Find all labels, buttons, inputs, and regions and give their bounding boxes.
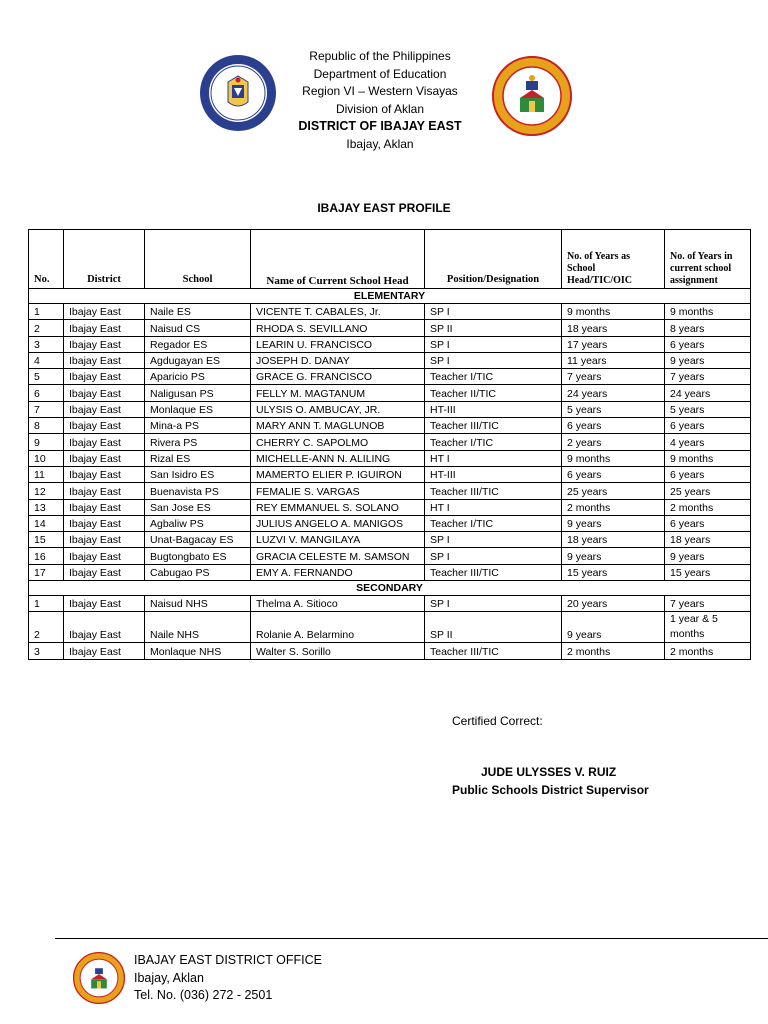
row-school-head: VICENTE T. CABALES, Jr. (251, 304, 425, 320)
row-school: Unat-Bagacay ES (145, 532, 251, 548)
row-school-head: JULIUS ANGELO A. MANIGOS (251, 515, 425, 531)
row-school-head: GRACE G. FRANCISCO (251, 369, 425, 385)
col-header-position: Position/Designation (425, 230, 562, 289)
row-position: SP I (425, 548, 562, 564)
table-body (29, 289, 751, 660)
signatory-title: Public Schools District Supervisor (452, 783, 649, 797)
row-district: Ibajay East (64, 336, 145, 352)
row-district: Ibajay East (64, 466, 145, 482)
row-years-in-assignment: 9 years (665, 352, 751, 368)
row-school-head: MARY ANN T. MAGLUNOB (251, 418, 425, 434)
row-school-head: Thelma A. Sitioco (251, 596, 425, 612)
row-no: 2 (29, 612, 64, 643)
row-years-in-assignment: 24 years (665, 385, 751, 401)
table-row (29, 515, 751, 531)
row-school-head: REY EMMANUEL S. SOLANO (251, 499, 425, 515)
table-header-row (29, 230, 751, 289)
row-position: SP I (425, 304, 562, 320)
row-position: Teacher I/TIC (425, 515, 562, 531)
district-seal-logo (491, 53, 573, 139)
signatory-name: JUDE ULYSSES V. RUIZ (481, 765, 617, 779)
row-position: HT I (425, 499, 562, 515)
row-position: Teacher I/TIC (425, 434, 562, 450)
table-row (29, 499, 751, 515)
row-years-in-assignment: 25 years (665, 483, 751, 499)
row-no: 8 (29, 418, 64, 434)
row-school-head: EMY A. FERNANDO (251, 564, 425, 580)
section-row-elementary (29, 289, 751, 304)
row-years-as-head: 2 months (562, 643, 665, 659)
table-row (29, 434, 751, 450)
row-years-in-assignment: 7 years (665, 369, 751, 385)
row-school: Agbaliw PS (145, 515, 251, 531)
footer-office-name: IBAJAY EAST DISTRICT OFFICE (134, 953, 323, 967)
row-years-as-head: 18 years (562, 532, 665, 548)
col-header-school-head: Name of Current School Head (251, 230, 425, 289)
row-years-as-head: 2 months (562, 499, 665, 515)
col-header-years-as-head: No. of Years as School Head/TIC/OIC (562, 230, 665, 289)
row-school: Rivera PS (145, 434, 251, 450)
row-position: HT-III (425, 466, 562, 482)
row-school: Monlaque ES (145, 401, 251, 417)
table-row (29, 304, 751, 320)
col-header-years-in-assignment: No. of Years in current school assignment (665, 230, 751, 289)
table-row (29, 385, 751, 401)
col-header-no: No. (29, 230, 64, 289)
table-row (29, 320, 751, 336)
footer-district-seal-logo (72, 950, 126, 1006)
header-department: Department of Education (313, 66, 447, 81)
table-row (29, 369, 751, 385)
row-no: 16 (29, 548, 64, 564)
row-position: SP I (425, 596, 562, 612)
table-row (29, 466, 751, 482)
row-position: HT I (425, 450, 562, 466)
row-school: Rizal ES (145, 450, 251, 466)
table-row (29, 450, 751, 466)
row-years-as-head: 15 years (562, 564, 665, 580)
row-no: 6 (29, 385, 64, 401)
row-years-in-assignment: 18 years (665, 532, 751, 548)
row-years-in-assignment: 15 years (665, 564, 751, 580)
row-no: 13 (29, 499, 64, 515)
row-years-as-head: 11 years (562, 352, 665, 368)
row-school: Naile NHS (145, 612, 251, 643)
row-years-as-head: 7 years (562, 369, 665, 385)
row-no: 10 (29, 450, 64, 466)
row-position: Teacher III/TIC (425, 643, 562, 659)
row-district: Ibajay East (64, 434, 145, 450)
table-row (29, 483, 751, 499)
row-years-as-head: 24 years (562, 385, 665, 401)
row-school: Naile ES (145, 304, 251, 320)
row-years-as-head: 9 months (562, 304, 665, 320)
row-years-in-assignment: 1 year & 5 months (665, 612, 751, 643)
row-no: 9 (29, 434, 64, 450)
row-school: San Isidro ES (145, 466, 251, 482)
row-district: Ibajay East (64, 401, 145, 417)
row-district: Ibajay East (64, 385, 145, 401)
table-row (29, 401, 751, 417)
row-years-in-assignment: 2 months (665, 499, 751, 515)
row-school-head: Walter S. Sorillo (251, 643, 425, 659)
row-district: Ibajay East (64, 320, 145, 336)
row-district: Ibajay East (64, 532, 145, 548)
row-position: Teacher III/TIC (425, 564, 562, 580)
row-position: SP II (425, 612, 562, 643)
row-school: Naisud NHS (145, 596, 251, 612)
row-no: 1 (29, 304, 64, 320)
row-years-in-assignment: 9 years (665, 548, 751, 564)
row-school: Monlaque NHS (145, 643, 251, 659)
footer-telephone: Tel. No. (036) 272 - 2501 (134, 988, 273, 1002)
row-district: Ibajay East (64, 548, 145, 564)
row-years-in-assignment: 6 years (665, 336, 751, 352)
row-years-as-head: 17 years (562, 336, 665, 352)
row-district: Ibajay East (64, 499, 145, 515)
row-school: Naligusan PS (145, 385, 251, 401)
header-country: Republic of the Philippines (309, 49, 451, 63)
row-district: Ibajay East (64, 450, 145, 466)
row-years-in-assignment: 7 years (665, 596, 751, 612)
row-school: Aparicio PS (145, 369, 251, 385)
row-position: SP I (425, 336, 562, 352)
table-row (29, 612, 751, 643)
header-district: DISTRICT OF IBAJAY EAST (298, 119, 462, 133)
row-school-head: JOSEPH D. DANAY (251, 352, 425, 368)
row-years-as-head: 9 years (562, 515, 665, 531)
row-years-as-head: 9 months (562, 450, 665, 466)
row-years-in-assignment: 2 months (665, 643, 751, 659)
row-years-as-head: 18 years (562, 320, 665, 336)
row-position: Teacher II/TIC (425, 385, 562, 401)
row-school: Agdugayan ES (145, 352, 251, 368)
row-school-head: GRACIA CELESTE M. SAMSON (251, 548, 425, 564)
row-school: San Jose ES (145, 499, 251, 515)
row-position: SP II (425, 320, 562, 336)
col-header-school: School (145, 230, 251, 289)
row-school: Bugtongbato ES (145, 548, 251, 564)
row-district: Ibajay East (64, 352, 145, 368)
table-row (29, 532, 751, 548)
row-district: Ibajay East (64, 643, 145, 659)
row-school: Regador ES (145, 336, 251, 352)
section-label-elementary: ELEMENTARY (29, 289, 751, 304)
row-years-as-head: 9 years (562, 612, 665, 643)
table-row (29, 352, 751, 368)
header-region: Region VI – Western Visayas (302, 84, 458, 98)
table-row (29, 418, 751, 434)
row-school: Naisud CS (145, 320, 251, 336)
footer-divider (55, 938, 768, 939)
row-district: Ibajay East (64, 418, 145, 434)
row-school-head: LEARIN U. FRANCISCO (251, 336, 425, 352)
table-row (29, 548, 751, 564)
row-no: 4 (29, 352, 64, 368)
row-school-head: RHODA S. SEVILLANO (251, 320, 425, 336)
row-no: 5 (29, 369, 64, 385)
school-profile-table (28, 229, 751, 660)
page-title: IBAJAY EAST PROFILE (317, 201, 451, 215)
row-years-in-assignment: 9 months (665, 304, 751, 320)
col-header-district: District (64, 230, 145, 289)
row-school-head: ULYSIS O. AMBUCAY, JR. (251, 401, 425, 417)
row-years-as-head: 5 years (562, 401, 665, 417)
footer-address: Ibajay, Aklan (134, 970, 204, 985)
row-school-head: Rolanie A. Belarmino (251, 612, 425, 643)
letterhead (280, 48, 480, 153)
row-no: 14 (29, 515, 64, 531)
row-position: Teacher III/TIC (425, 418, 562, 434)
row-school-head: FEMALIE S. VARGAS (251, 483, 425, 499)
row-years-in-assignment: 9 months (665, 450, 751, 466)
row-district: Ibajay East (64, 304, 145, 320)
row-years-as-head: 2 years (562, 434, 665, 450)
row-years-in-assignment: 4 years (665, 434, 751, 450)
row-position: SP I (425, 532, 562, 548)
row-school: Mina-a PS (145, 418, 251, 434)
row-school-head: CHERRY C. SAPOLMO (251, 434, 425, 450)
row-school-head: FELLY M. MAGTANUM (251, 385, 425, 401)
row-school: Buenavista PS (145, 483, 251, 499)
section-row-secondary (29, 581, 751, 596)
row-school-head: MICHELLE-ANN N. ALILING (251, 450, 425, 466)
row-years-in-assignment: 5 years (665, 401, 751, 417)
row-no: 15 (29, 532, 64, 548)
table-row (29, 336, 751, 352)
row-no: 17 (29, 564, 64, 580)
row-no: 3 (29, 643, 64, 659)
row-school: Cabugao PS (145, 564, 251, 580)
row-years-as-head: 9 years (562, 548, 665, 564)
header-division: Division of Aklan (335, 101, 425, 116)
row-school-head: MAMERTO ELIER P. IGUIRON (251, 466, 425, 482)
row-no: 7 (29, 401, 64, 417)
row-no: 12 (29, 483, 64, 499)
table-row (29, 564, 751, 580)
row-position: HT-III (425, 401, 562, 417)
row-years-in-assignment: 6 years (665, 515, 751, 531)
row-years-in-assignment: 8 years (665, 320, 751, 336)
row-years-as-head: 20 years (562, 596, 665, 612)
row-years-as-head: 6 years (562, 466, 665, 482)
section-label-secondary: SECONDARY (29, 581, 751, 596)
footer-office-info (134, 952, 322, 1005)
row-position: Teacher III/TIC (425, 483, 562, 499)
row-district: Ibajay East (64, 612, 145, 643)
row-no: 3 (29, 336, 64, 352)
row-school-head: LUZVI V. MANGILAYA (251, 532, 425, 548)
row-years-in-assignment: 6 years (665, 466, 751, 482)
table-row (29, 596, 751, 612)
row-district: Ibajay East (64, 564, 145, 580)
deped-seal-logo (199, 52, 277, 134)
certified-correct-label: Certified Correct: (452, 714, 543, 728)
row-no: 1 (29, 596, 64, 612)
header-location: Ibajay, Aklan (346, 136, 414, 151)
row-position: SP I (425, 352, 562, 368)
row-years-as-head: 6 years (562, 418, 665, 434)
row-district: Ibajay East (64, 515, 145, 531)
row-district: Ibajay East (64, 596, 145, 612)
row-no: 11 (29, 466, 64, 482)
row-district: Ibajay East (64, 369, 145, 385)
row-years-in-assignment: 6 years (665, 418, 751, 434)
row-no: 2 (29, 320, 64, 336)
table-row (29, 643, 751, 659)
row-district: Ibajay East (64, 483, 145, 499)
row-years-as-head: 25 years (562, 483, 665, 499)
row-position: Teacher I/TIC (425, 369, 562, 385)
